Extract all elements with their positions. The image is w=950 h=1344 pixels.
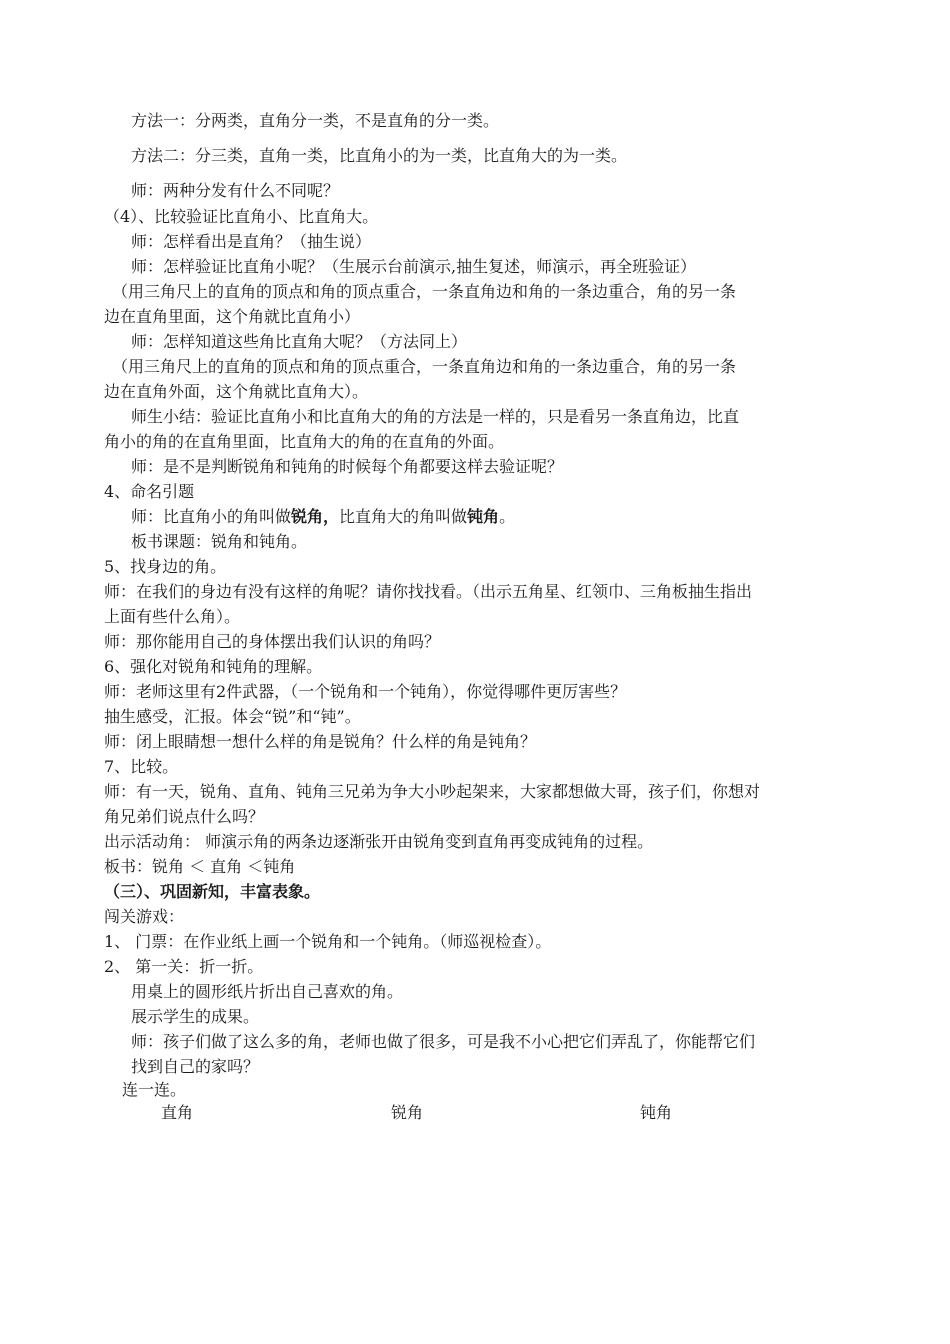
naming-line <box>131 505 515 529</box>
board-title: 板书课题：锐角和钝角。 <box>131 532 308 551</box>
naming-suffix: 。 <box>499 507 516 526</box>
method-note-larger-cont: 边在直角外面，这个角就比直角大）。 <box>104 382 369 401</box>
method-one: 方法一：分两类，直角分一类，不是直角的分一类。 <box>131 111 500 130</box>
teacher-question-verify: 师：是不是判断锐角和钝角的时候每个角都要这样去验证呢？ <box>131 457 564 476</box>
teacher-question-difference: 师：两种分发有什么不同呢？ <box>131 181 340 200</box>
student-report: 抽生感受，汇报。体会“锐”和“钝”。 <box>104 707 361 726</box>
teacher-find-angles: 师：在我们的身边有没有这样的角呢？请你找找看。（出示五角星、红领巾、三角板抽生指出 <box>104 582 753 601</box>
show-results: 展示学生的成果。 <box>131 1007 260 1026</box>
teacher-question-larger: 师：怎样知道这些角比直角大呢？（方法同上） <box>131 332 468 351</box>
section-compare-verify: （4）、比较验证比直角小、比直角大。 <box>104 207 379 226</box>
game-item-1: 1、 门票：在作业纸上画一个锐角和一个钝角。（师巡视检查）。 <box>104 932 552 951</box>
activity-angle: 出示活动角： 师演示角的两条边逐渐张开由锐角变到直角再变成钝角的过程。 <box>104 832 654 851</box>
term-acute: 锐角， <box>291 507 340 526</box>
game-item-2: 2、 第一关：折一折。 <box>104 957 264 976</box>
section-three-heading: （三）、巩固新知，丰富表象。 <box>104 882 321 901</box>
step-5-heading: 5、找身边的角。 <box>104 557 227 576</box>
teacher-question-smaller: 师：怎样验证比直角小呢？（生展示台前演示,抽生复述，师演示，再全班验证） <box>131 257 697 276</box>
teacher-mixed-angles: 师：孩子们做了这么多的角，老师也做了很多，可是我不小心把它们弄乱了，你能帮它们 <box>131 1032 756 1051</box>
match-instruction: 连一连。 <box>122 1080 187 1099</box>
teacher-body-angles: 师：那你能用自己的身体摆出我们认识的角吗？ <box>104 632 441 651</box>
method-note-larger: （用三角尺上的直角的顶点和角的顶点重合，一条直角边和角的一条边重合，角的另一条 <box>112 357 737 376</box>
step-7-heading: 7、比较。 <box>104 757 179 776</box>
match-label-obtuse: 钝角 <box>640 1103 673 1122</box>
step-4-heading: 4、命名引题 <box>104 482 195 501</box>
match-label-acute: 锐角 <box>391 1103 424 1122</box>
teacher-find-angles-cont: 上面有些什么角）。 <box>104 607 241 626</box>
naming-prefix: 师：比直角小的角叫做 <box>131 507 292 526</box>
teacher-story-cont: 角兄弟们说点什么吗？ <box>104 807 265 826</box>
game-heading: 闯关游戏： <box>104 907 185 926</box>
naming-middle: 比直角大的角叫做 <box>339 507 468 526</box>
teacher-weapons: 师：老师这里有2件武器，（一个锐角和一个钝角），你觉得哪件更厉害些？ <box>104 682 627 701</box>
fold-instruction: 用桌上的圆形纸片折出自己喜欢的角。 <box>131 982 404 1001</box>
term-obtuse: 钝角 <box>467 507 500 526</box>
match-label-right: 直角 <box>161 1103 194 1122</box>
summary-cont: 角小的角的在直角里面，比直角大的角的在直角的外面。 <box>104 432 505 451</box>
teacher-close-eyes: 师：闭上眼睛想一想什么样的角是锐角？什么样的角是钝角？ <box>104 732 537 751</box>
method-two: 方法二：分三类，直角一类，比直角小的为一类，比直角大的为一类。 <box>131 146 628 165</box>
teacher-question-right-angle: 师：怎样看出是直角？（抽生说） <box>131 232 372 251</box>
method-note-smaller-cont: 边在直角里面，这个角就比直角小） <box>104 307 361 326</box>
summary: 师生小结：验证比直角小和比直角大的角的方法是一样的，只是看另一条直角边，比直 <box>131 407 740 426</box>
board-comparison: 板书：锐角 ＜ 直角 ＜钝角 <box>104 857 296 876</box>
step-6-heading: 6、强化对锐角和钝角的理解。 <box>104 657 323 676</box>
method-note-smaller: （用三角尺上的直角的顶点和角的顶点重合，一条直角边和角的一条边重合，角的另一条 <box>112 282 737 301</box>
teacher-story: 师：有一天，锐角、直角、钝角三兄弟为争大小吵起架来，大家都想做大哥，孩子们，你想对 <box>104 782 761 801</box>
teacher-mixed-angles-cont: 找到自己的家吗？ <box>131 1057 260 1076</box>
